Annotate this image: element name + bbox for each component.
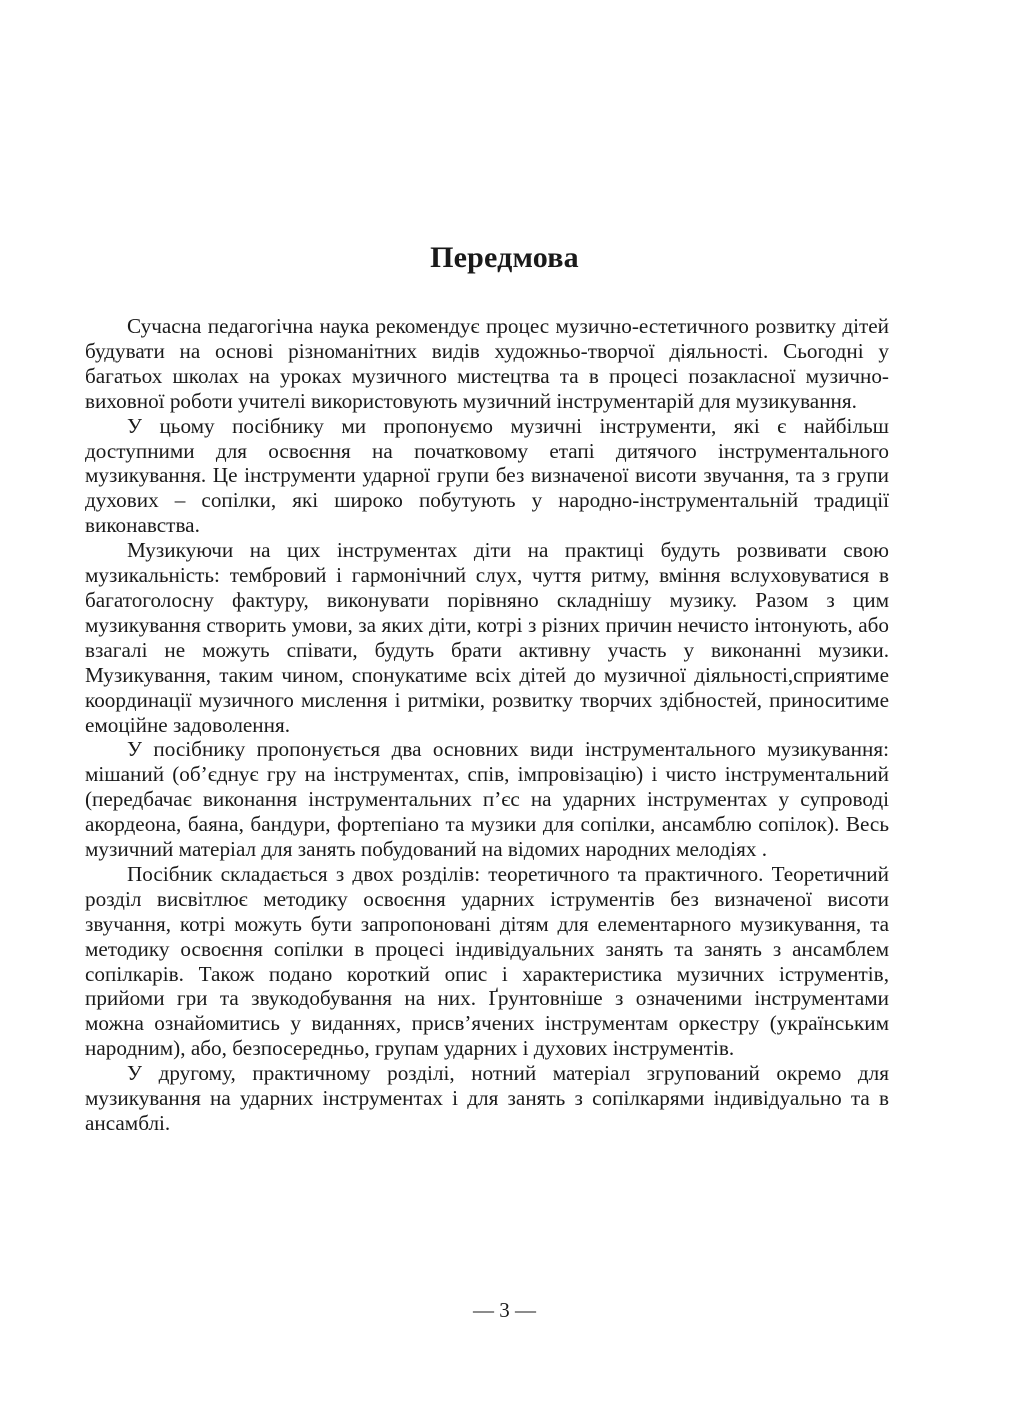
paragraph-2: У цьому посібнику ми пропонуємо музичні інструменти, які є найбільш доступними для освоєння на початковому етапі дитячого інструментального музикування. Це інструменти ударної групи без визначеної висоти звучання, та з групи духових – сопілки, які широко побутують у народно-інструментальній традиції виконавства. <box>85 413 889 538</box>
page-title: Передмова <box>430 241 579 274</box>
paragraph-5: Посібник складається з двох розділів: теоретичного та практичного. Теоретичний розділ висвітлює методику освоєння ударних іструментів без визначеної висоти звучання, котрі можуть бути запропоновані дітям для елементарного музикування, та методику освоєння сопілки в процесі індивідуальних занять та занять з ансамблем сопілкарів. Також подано короткий опис і характеристика музичних іструментів, прийоми гри та звукодобування на них. Ґрунтовніше з означеними інструментами можна ознайомитись у виданнях, присв’ячених інструментам оркестру (українським народним), або, безпосередньо, групам ударних і духових інструментів. <box>85 861 889 1061</box>
body-text <box>85 314 889 1136</box>
paragraph-6: У другому, практичному розділі, нотний матеріал згрупований окремо для музикування на ударних інструментах і для занять з сопілкарями індивідуально та в ансамблі. <box>85 1061 889 1135</box>
paragraph-4: У посібнику пропонується два основних види інструментального музикування: мішаний (об’єднує гру на інструментах, спів, імпровізацію) і чисто інструментальний (передбачає виконання інструментальних п’єс на ударних інструментах у супроводі акордеона, баяна, бандури, фортепіано та музики для сопілки, ансамблю сопілок). Весь музичний матеріал для занять побудований на відомих народних мелодіях . <box>85 737 889 862</box>
paragraph-1: Сучасна педагогічна наука рекомендує процес музично-естетичного розвитку дітей будувати на основі різноманітних видів художньо-творчої діяльності. Сьогодні у багатьох школах на уроках музичного мистецтва та в процесі позакласної музично-виховної роботи учителі використовують музичний інструментарій для музикування. <box>85 314 889 413</box>
paragraph-3: Музикуючи на цих інструментах діти на практиці будуть розвивати свою музикальність: тембровий і гармонічний слух, чуття ритму, вміння вслуховуватися в багатоголосну фактуру, виконувати порівняно складнішу музику. Разом з цим музикування створить умови, за яких діти, котрі з різних причин нечисто інтонують, або взагалі не можуть співати, будуть брати активну участь у виконанні музики. Музикування, таким чином, спонукатиме всіх дітей до музичної діяльності,сприятиме координації музичного мислення і ритміки, розвитку творчих здібностей, приноситиме емоційне задоволення. <box>85 538 889 737</box>
page-number: — 3 — <box>473 1298 536 1322</box>
